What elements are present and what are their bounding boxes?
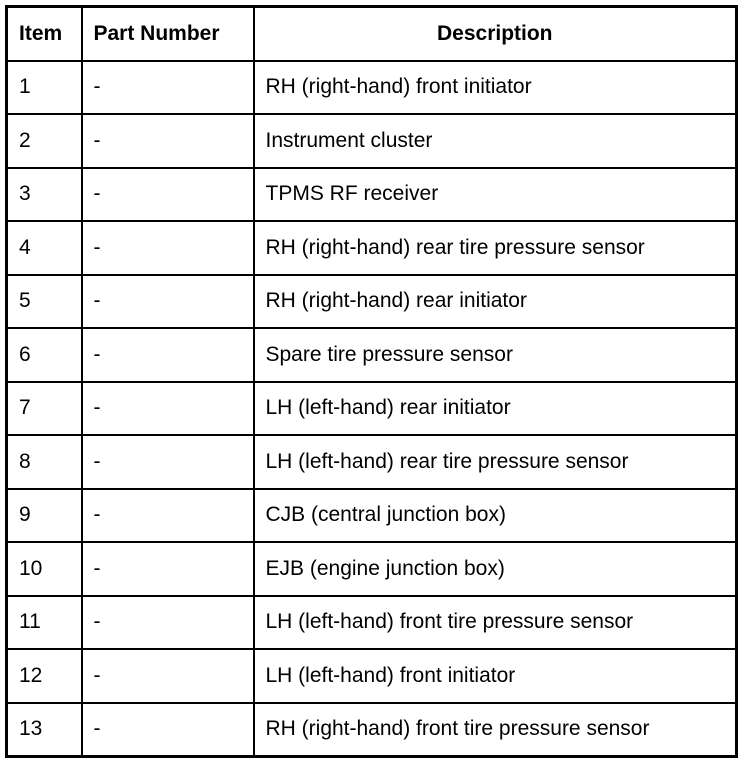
table-row (7, 542, 737, 596)
cell-part-number: - (82, 435, 254, 489)
table-body (7, 61, 737, 757)
cell-item: 10 (7, 542, 82, 596)
cell-part-number: - (82, 168, 254, 222)
cell-part-number: - (82, 382, 254, 436)
table-row (7, 168, 737, 222)
cell-description: CJB (central junction box) (254, 489, 737, 543)
cell-item: 9 (7, 489, 82, 543)
table-row (7, 489, 737, 543)
table-row (7, 221, 737, 275)
table-row (7, 435, 737, 489)
header-part-number: Part Number (82, 7, 254, 61)
cell-item: 3 (7, 168, 82, 222)
cell-part-number: - (82, 703, 254, 757)
cell-description: LH (left-hand) front initiator (254, 649, 737, 703)
cell-description: LH (left-hand) rear tire pressure sensor (254, 435, 737, 489)
cell-description: RH (right-hand) rear tire pressure sensor (254, 221, 737, 275)
table-row (7, 275, 737, 329)
cell-item: 7 (7, 382, 82, 436)
cell-item: 6 (7, 328, 82, 382)
header-row (7, 7, 737, 61)
cell-description: Spare tire pressure sensor (254, 328, 737, 382)
cell-part-number: - (82, 114, 254, 168)
header-item: Item (7, 7, 82, 61)
cell-part-number: - (82, 649, 254, 703)
cell-part-number: - (82, 275, 254, 329)
parts-table (5, 5, 738, 758)
table-row (7, 703, 737, 757)
cell-item: 4 (7, 221, 82, 275)
cell-item: 5 (7, 275, 82, 329)
cell-description: Instrument cluster (254, 114, 737, 168)
cell-description: EJB (engine junction box) (254, 542, 737, 596)
cell-item: 13 (7, 703, 82, 757)
table-row (7, 328, 737, 382)
cell-item: 1 (7, 61, 82, 115)
cell-part-number: - (82, 61, 254, 115)
cell-description: RH (right-hand) front tire pressure sensor (254, 703, 737, 757)
cell-description: LH (left-hand) rear initiator (254, 382, 737, 436)
cell-item: 8 (7, 435, 82, 489)
table-row (7, 61, 737, 115)
table-row (7, 114, 737, 168)
cell-item: 11 (7, 596, 82, 650)
cell-part-number: - (82, 596, 254, 650)
cell-part-number: - (82, 542, 254, 596)
cell-part-number: - (82, 221, 254, 275)
table-row (7, 649, 737, 703)
cell-description: TPMS RF receiver (254, 168, 737, 222)
table-row (7, 382, 737, 436)
cell-description: RH (right-hand) rear initiator (254, 275, 737, 329)
cell-part-number: - (82, 328, 254, 382)
cell-item: 12 (7, 649, 82, 703)
cell-part-number: - (82, 489, 254, 543)
header-description: Description (254, 7, 737, 61)
cell-description: LH (left-hand) front tire pressure sensor (254, 596, 737, 650)
table-row (7, 596, 737, 650)
cell-description: RH (right-hand) front initiator (254, 61, 737, 115)
cell-item: 2 (7, 114, 82, 168)
